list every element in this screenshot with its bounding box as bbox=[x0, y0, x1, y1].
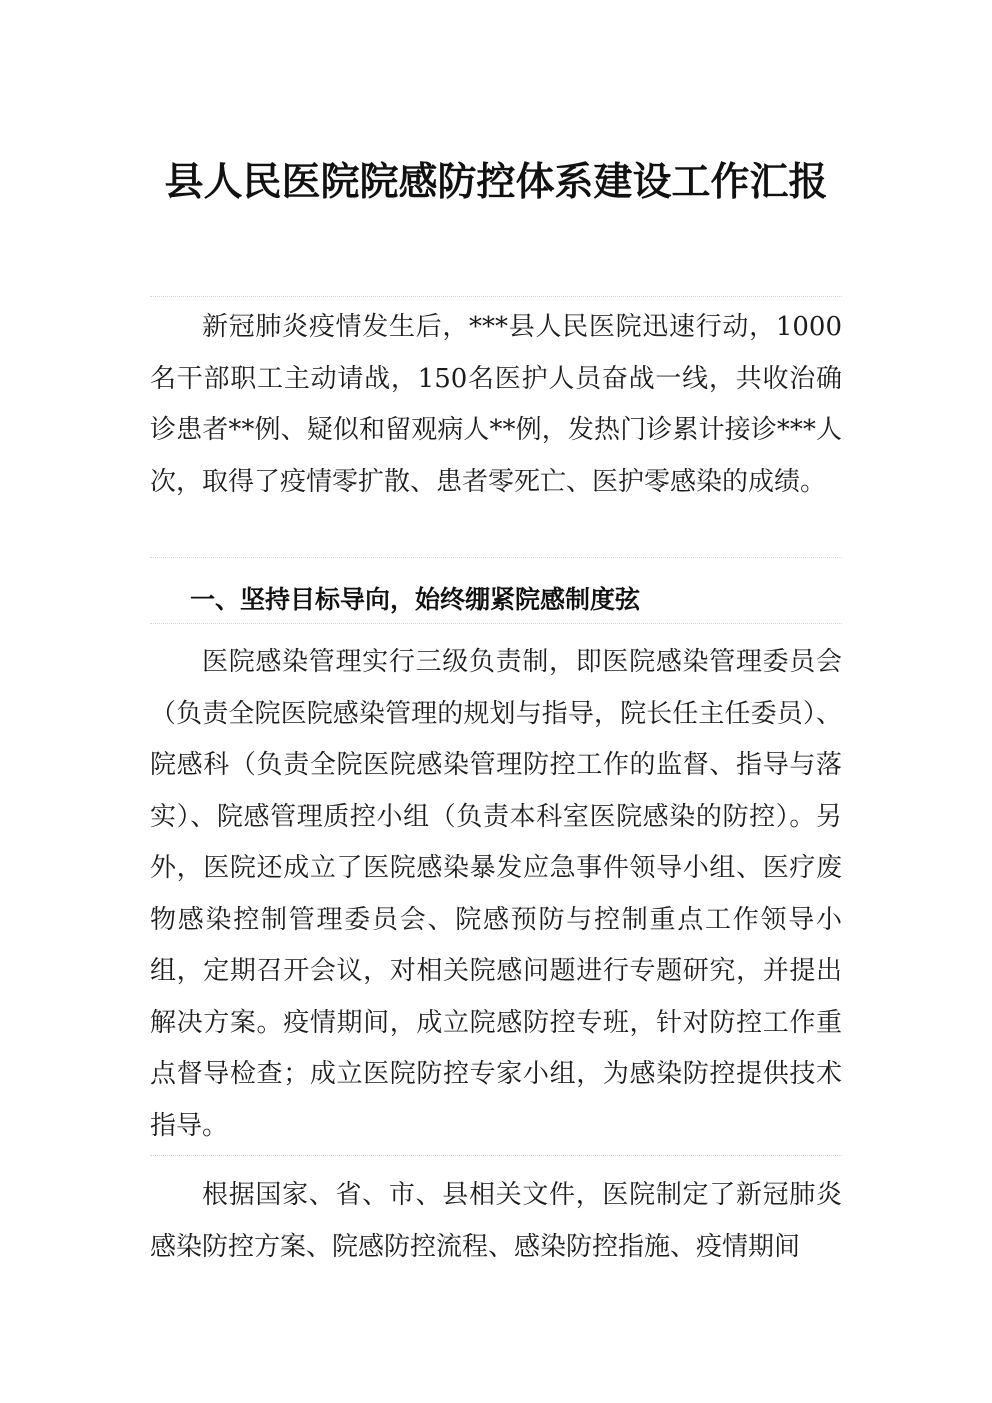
intro-paragraph-block bbox=[150, 302, 842, 508]
section-heading-block bbox=[150, 580, 842, 620]
intro-paragraph: 新冠肺炎疫情发生后，***县人民医院迅速行动，1000名干部职工主动请战，150名医护人员奋战一线，共收治确诊患者**例、疑似和留观病人**例，发热门诊累计接诊***人次，取得了疫情零扩散、患者零死亡、医护零感染的成绩。 bbox=[150, 312, 842, 497]
divider bbox=[150, 1155, 842, 1156]
divider bbox=[150, 623, 842, 624]
body-paragraph: 医院感染管理实行三级负责制，即医院感染管理委员会（负责全院医院感染管理的规划与指导，院长任主任委员）、院感科（负责全院医院感染管理防控工作的监督、指导与落实）、院感管理质控小组（负责本科室医院感染的防控）。另外，医院还成立了医院感染暴发应急事件领导小组、医疗废物感染控制管理委员会、院感预防与控制重点工作领导小组，定期召开会议，对相关院感问题进行专题研究，并提出解决方案。疫情期间，成立院感防控专班，针对防控工作重点督导检查；成立医院防控专家小组，为感染防控提供技术指导。 bbox=[150, 647, 842, 1141]
divider bbox=[150, 296, 842, 297]
body-paragraph: 根据国家、省、市、县相关文件，医院制定了新冠肺炎感染防控方案、院感防控流程、感染防控指施、疫情期间 bbox=[150, 1180, 842, 1262]
document-title: 县人民医院院感防控体系建设工作汇报 bbox=[164, 159, 828, 205]
section-heading: 一、坚持目标导向，始终绷紧院感制度弦 bbox=[190, 585, 641, 614]
divider bbox=[150, 557, 842, 558]
body-paragraph-block bbox=[150, 1170, 842, 1273]
body-paragraph-block bbox=[150, 637, 842, 1152]
